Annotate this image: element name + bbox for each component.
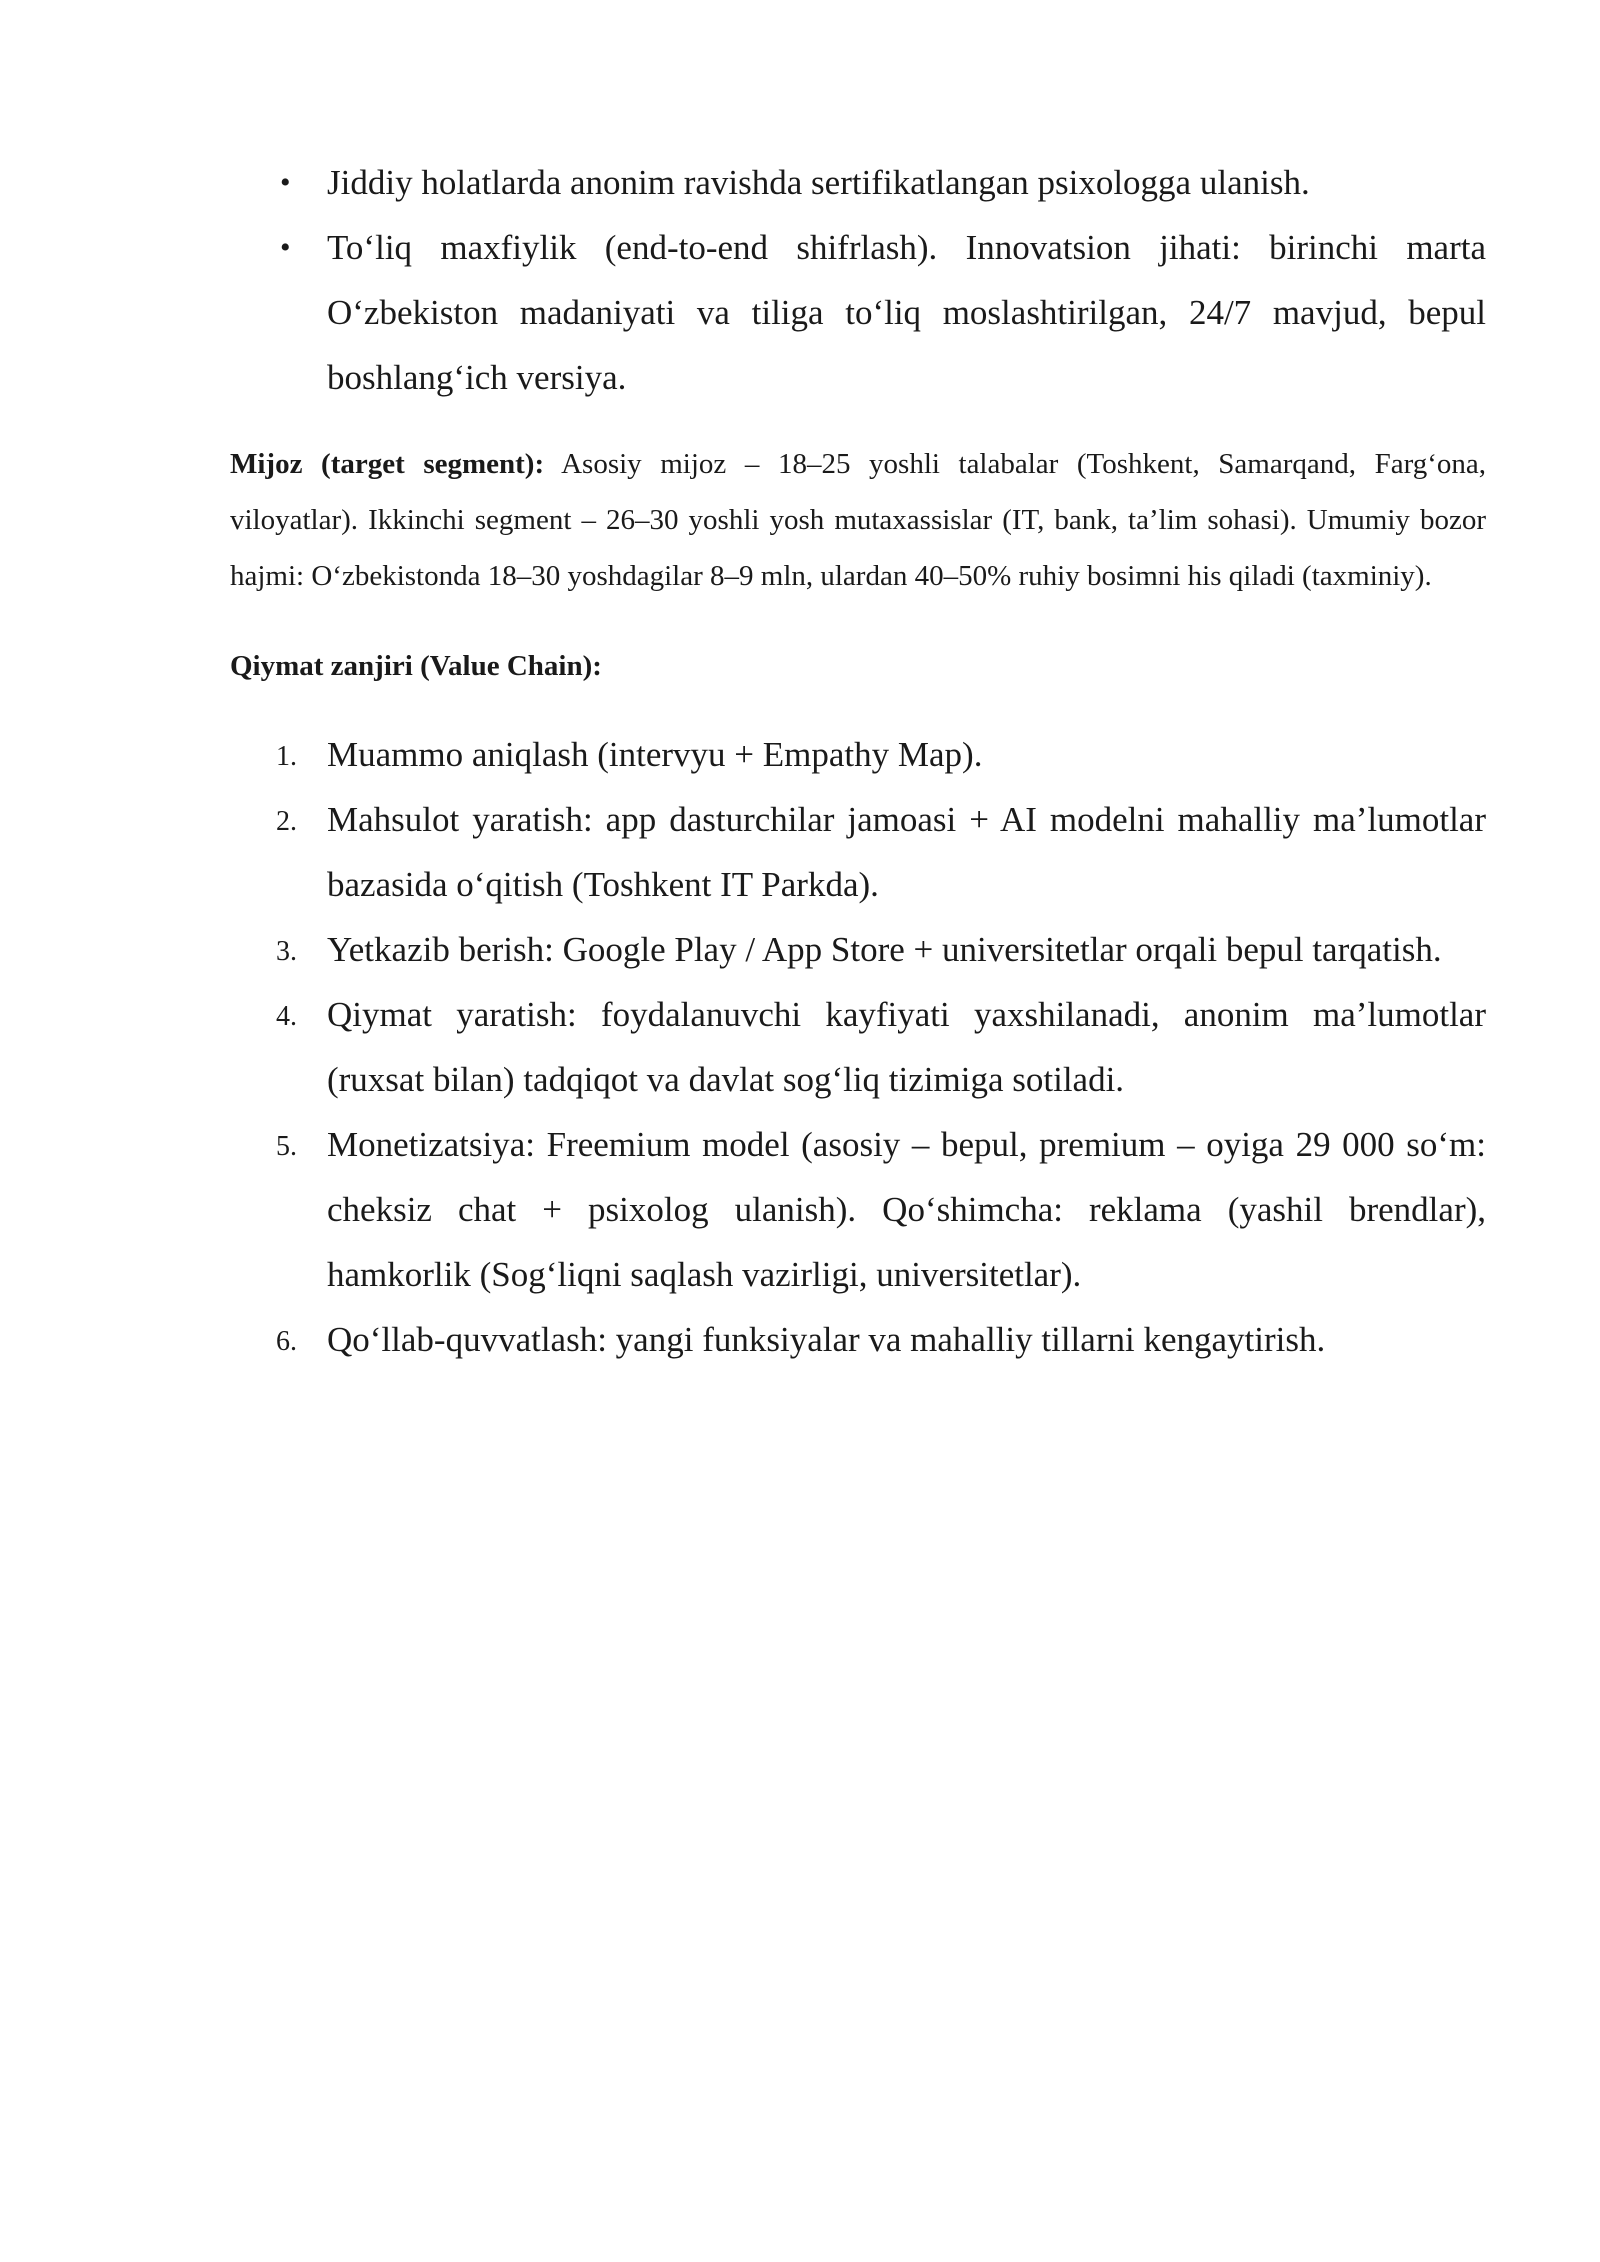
list-number: 1. xyxy=(276,741,297,772)
bullet-icon: • xyxy=(280,166,291,199)
bullet-text: To‘liq maxfiylik (end-to-end shifrlash). Innovatsion jihati: birinchi marta O‘zbekiston madaniyati va tiliga to‘liq moslashtirilgan, 24/7 mavjud, bepul boshlang‘ich versiya. xyxy=(327,228,1486,397)
list-item xyxy=(230,722,1486,787)
list-item xyxy=(230,982,1486,1112)
step-text: Mahsulot yaratish: app dasturchilar jamoasi + AI modelni mahalliy ma’lumotlar bazasida o‘qitish (Toshkent IT Parkda). xyxy=(327,800,1486,904)
list-number: 2. xyxy=(276,806,297,837)
list-item xyxy=(230,1112,1486,1307)
list-item xyxy=(230,150,1486,215)
list-item xyxy=(230,787,1486,917)
value-chain-list xyxy=(230,722,1486,1372)
step-text: Monetizatsiya: Freemium model (asosiy – bepul, premium – oyiga 29 000 so‘m: cheksiz chat + psixolog ulanish). Qo‘shimcha: reklama (yashil brendlar), hamkorlik (Sog‘liqni saqlash vazirligi, universitetlar). xyxy=(327,1125,1486,1294)
list-item xyxy=(230,917,1486,982)
value-chain-heading: Qiymat zanjiri (Value Chain): xyxy=(230,650,602,682)
customer-label: Mijoz (target segment): xyxy=(230,448,545,480)
list-number: 4. xyxy=(276,1001,297,1032)
list-number: 3. xyxy=(276,936,297,967)
feature-bullet-list xyxy=(230,150,1486,410)
bullet-icon: • xyxy=(280,231,291,264)
step-text: Qo‘llab-quvvatlash: yangi funksiyalar va mahalliy tillarni kengaytirish. xyxy=(327,1320,1326,1359)
document-body xyxy=(230,150,1486,1372)
customer-paragraph xyxy=(230,436,1486,604)
list-number: 5. xyxy=(276,1131,297,1162)
bullet-text: Jiddiy holatlarda anonim ravishda sertifikatlangan psixologga ulanish. xyxy=(327,163,1310,202)
customer-text: Asosiy mijoz – 18–25 yoshli talabalar (Toshkent, Samarqand, Farg‘ona, viloyatlar). Ikkinchi segment – 26–30 yoshli yosh mutaxassislar (IT, bank, ta’lim sohasi). Umumiy bozor hajmi: O‘zbekistonda 18–30 yoshdagilar 8–9 mln, ulardan 40–50% ruhiy bosimni his qiladi (taxminiy). xyxy=(230,448,1486,592)
list-item xyxy=(230,215,1486,410)
list-number: 6. xyxy=(276,1326,297,1357)
step-text: Qiymat yaratish: foydalanuvchi kayfiyati yaxshilanadi, anonim ma’lumotlar (ruxsat bilan) tadqiqot va davlat sog‘liq tizimiga sotiladi. xyxy=(327,995,1486,1099)
step-text: Muammo aniqlash (intervyu + Empathy Map). xyxy=(327,735,983,774)
list-item xyxy=(230,1307,1486,1372)
step-text: Yetkazib berish: Google Play / App Store + universitetlar orqali bepul tarqatish. xyxy=(327,930,1442,969)
